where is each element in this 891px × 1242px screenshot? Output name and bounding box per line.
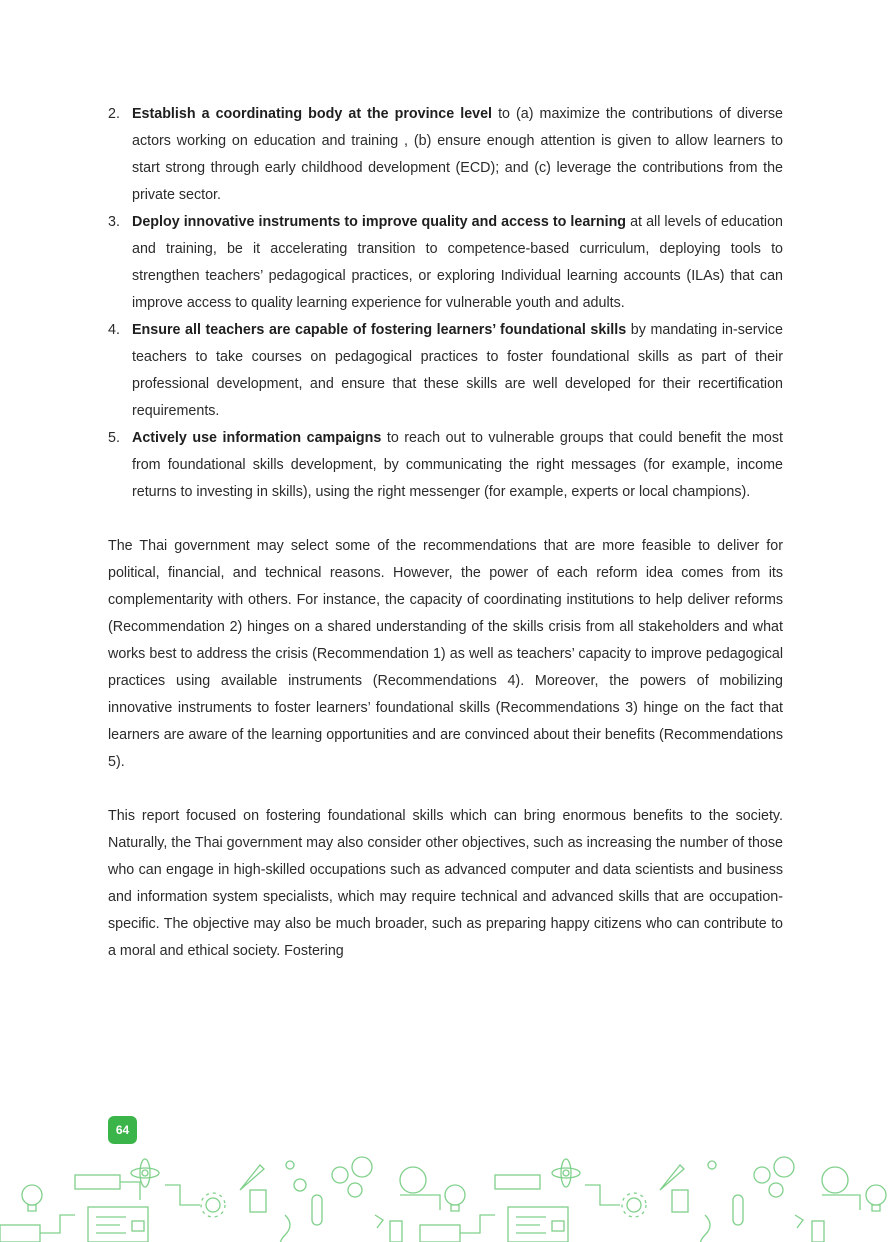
recommendation-heading: Ensure all teachers are capable of fostering learners’ foundational skills (132, 322, 627, 338)
recommendation-item: 2. Establish a coordinating body at the province level to (a) maximize the contributions of diverse actors working on education and training , (b) ensure enough attention is given to allow learners to start strong through early childhood development (ECD); and (c) leverage the contributions from the private sector. (108, 106, 783, 203)
paragraph: This report focused on fostering foundational skills which can bring enormous benefits to the society. Naturally, the Thai government may also consider other objectives, such as increasing the number of those who can engage in high-skilled occupations such as advanced computer and data scientists and business and information system specialists, which may require technical and advanced skills that are occupation-specific. The objective may also be much broader, such as preparing happy citizens who can contribute to a moral and ethical society. Fostering (108, 808, 783, 959)
recommendation-heading: Establish a coordinating body at the province level (132, 106, 493, 122)
recommendations-list (108, 101, 783, 506)
page-body (108, 101, 783, 965)
recommendation-item: 4. Ensure all teachers are capable of fostering learners’ foundational skills by mandating in-service teachers to take courses on pedagogical practices to foster foundational skills as part of their professional development, and ensure that these skills are well developed for their recertification requirements. (108, 322, 783, 419)
recommendation-heading: Actively use information campaigns (132, 430, 382, 446)
paragraph: The Thai government may select some of the recommendations that are more feasible to deliver for political, financial, and technical reasons. However, the power of each reform idea comes from its complementarity with others. For instance, the capacity of coordinating institutions to help deliver reforms (Recommendation 2) hinges on a shared understanding of the skills crisis from all stakeholders and what works best to address the crisis (Recommendation 1) as well as teachers’ capacity to improve pedagogical practices using available instruments (Recommendations 4). Moreover, the powers of mobilizing innovative instruments to foster learners’ foundational skills (Recommendations 3) hinge on the fact that learners are aware of the learning opportunities and are convinced about their benefits (Recommendations 5). (108, 538, 783, 770)
page-number-badge: 64 (108, 1116, 137, 1144)
recommendation-heading: Deploy innovative instruments to improve quality and access to learning (132, 214, 627, 230)
recommendation-item: 3. Deploy innovative instruments to improve quality and access to learning at all levels of education and training, be it accelerating transition to competence-based curriculum, deploying tools to strengthen teachers’ pedagogical practices, or exploring Individual learning accounts (ILAs) that can improve access to quality learning experience for vulnerable youth and adults. (108, 214, 783, 311)
recommendation-item: 5. Actively use information campaigns to reach out to vulnerable groups that could benefit the most from foundational skills development, by communicating the right messages (for example, income returns to investing in skills), using the right messenger (for example, experts or local champions). (108, 430, 784, 500)
science-doodle-footer-icon (0, 1155, 891, 1242)
